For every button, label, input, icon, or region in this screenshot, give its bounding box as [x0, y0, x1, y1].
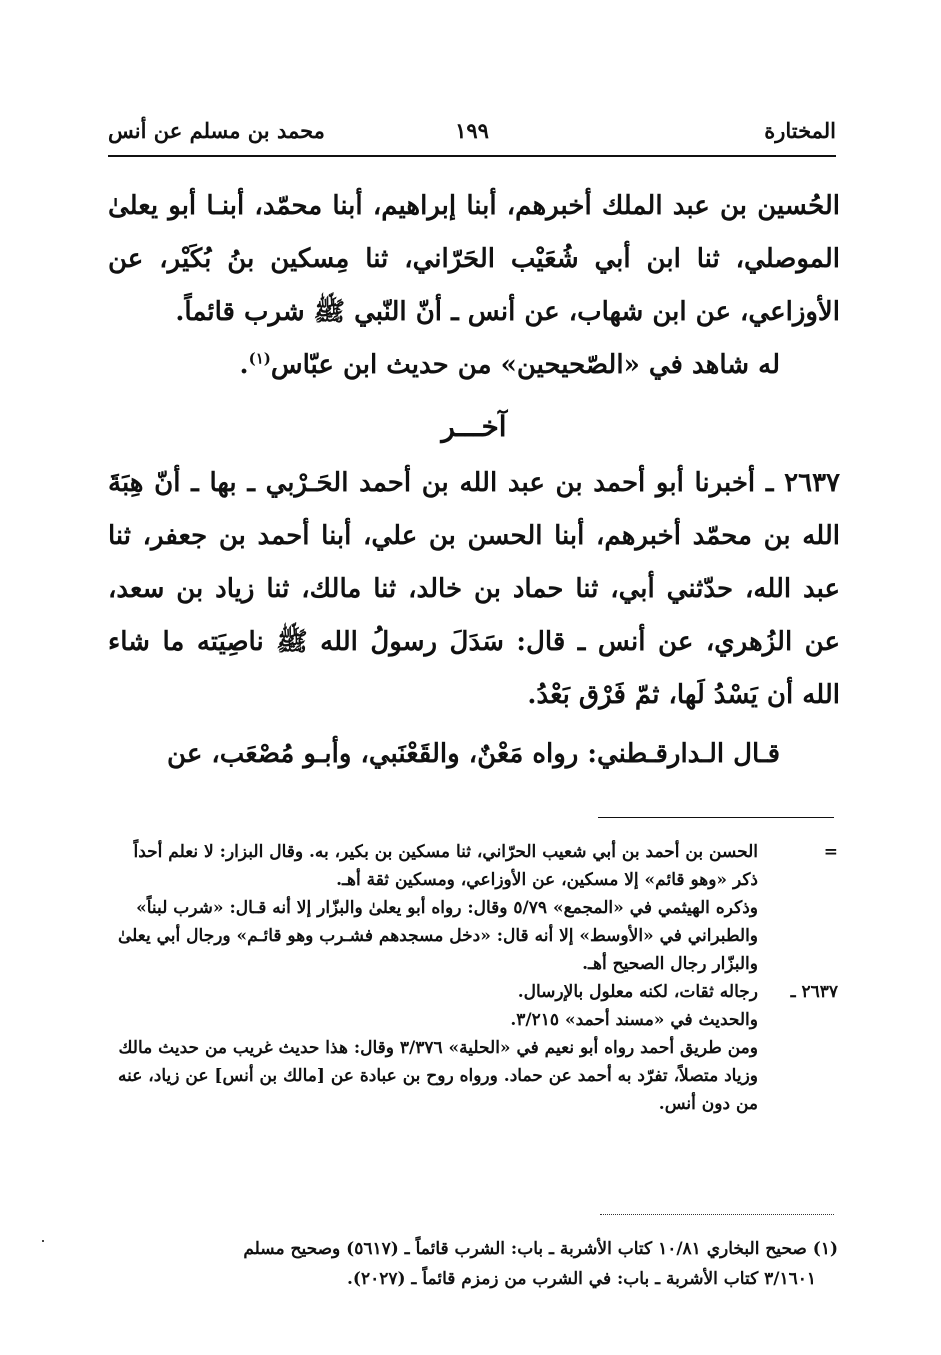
page-number: ١٩٩ [455, 118, 489, 143]
footnote-line: (١) صحيح البخاري ١٠/٨١ كتاب الأشربة ـ باب: الشرب قائماً ـ (٥٦١٧) وصحيح مسلم [243, 1239, 838, 1259]
paragraph-isnad: الحُسين بن عبد الملك أخبرهم، أبنا إبراهيم، أبنا محمّد، أبنـا أبو يعلىٰ الموصلي، ثنا ابن أبي شُعَيْب الحَرّاني، ثنا مِسكين بنُ بُكَيْر، عن الأوزاعي، عن ابن شهاب، عن أنس ـ أنّ النّبي ﷺ شرب قائماً. [108, 191, 840, 327]
footnote-line: ٣/١٦٠١ كتاب الأشربة ـ باب: في الشرب من زمزم قائماً ـ (٢٠٢٧). [346, 1269, 816, 1289]
note-mark: ٢٦٣٧ ـ [790, 982, 838, 1002]
main-text [108, 180, 840, 781]
note-line: والحديث في «مسند أحمد» ٣/٢١٥. [510, 1010, 758, 1030]
notes-separator [598, 817, 834, 818]
note-line: ومن طريق أحمد رواه أبو نعيم في «الحلية» ٣/٣٧٦ وقال: هذا حديث غريب من حديث مالك وزياد متصلاً، تفرّد به أحمد عن حماد. ورواه روح بن عبادة عن [مالك بن أنس] عن زياد، عنه من دون أنس. [118, 1038, 758, 1114]
note-line: رجاله ثقات، لكنه معلول بالإرسال. [517, 982, 758, 1002]
footnote-separator [600, 1214, 834, 1215]
shahid-text: له شاهد في «الصّحيحين» من حديث ابن عبّاس [270, 350, 780, 380]
page-header [108, 118, 836, 154]
paragraph-shahid [108, 339, 840, 392]
note-line: الحسن بن أحمد بن أبي شعيب الحرّاني، ثنا مسكين بن بكير، به. وقال البزار: لا نعلم أحداً ذكر «وهو قائم» إلا مسكين، عن الأوزاعي، ومسكين ثقة أهـ. [133, 842, 758, 890]
footnote [108, 1234, 838, 1294]
note-2637 [108, 978, 838, 1118]
paragraph-hadith-2637: ٢٦٣٧ ـ أخبرنا أبو أحمد بن عبد الله بن أحمد الحَـرْبي ـ بها ـ أنّ هِبَةَ الله بن محمّد أخبرهم، أبنا الحسن بن علي، أبنا أحمد بن جعفر، ثنا عبد الله، حدّثني أبي، ثنا حماد بن خالد، ثنا مالك، ثنا زياد بن سعد، عن الزُهري، عن أنس ـ قال: سَدَلَ رسولُ الله ﷺ ناصِيَته ما شاء الله أن يَسْدُ لَها، ثمّ فَرْق بَعْدُ. [108, 468, 841, 710]
footnote-ref: (١) [248, 349, 271, 368]
header-rule [108, 155, 836, 157]
note-line: وذكره الهيثمي في «المجمع» ٥/٧٩ وقال: رواه أبو يعلىٰ والبزّار إلا أنه قـال: «شرب لبناً» والطبراني في «الأوسط» إلا أنه قال: «دخل مسجدهم فشـرب وهو قائـم» ورجال أبي يعلىٰ والبزّار رجال الصحيح أهـ. [117, 898, 758, 974]
shahid-end: . [239, 350, 249, 380]
book-title: المختارة [764, 118, 836, 143]
paragraph-daraqutni: قـال الـدارقـطني: رواه مَعْنٌ، والقَعْنَبي، وأبـو مُصْعَب، عن [167, 739, 780, 769]
note-mark: = [823, 842, 838, 862]
scan-speck [42, 1240, 44, 1242]
note-continued [108, 838, 838, 978]
commentary-notes [108, 838, 838, 1118]
section-title: آخـــر [441, 410, 507, 443]
chapter-title: محمد بن مسلم عن أنس [108, 118, 325, 143]
